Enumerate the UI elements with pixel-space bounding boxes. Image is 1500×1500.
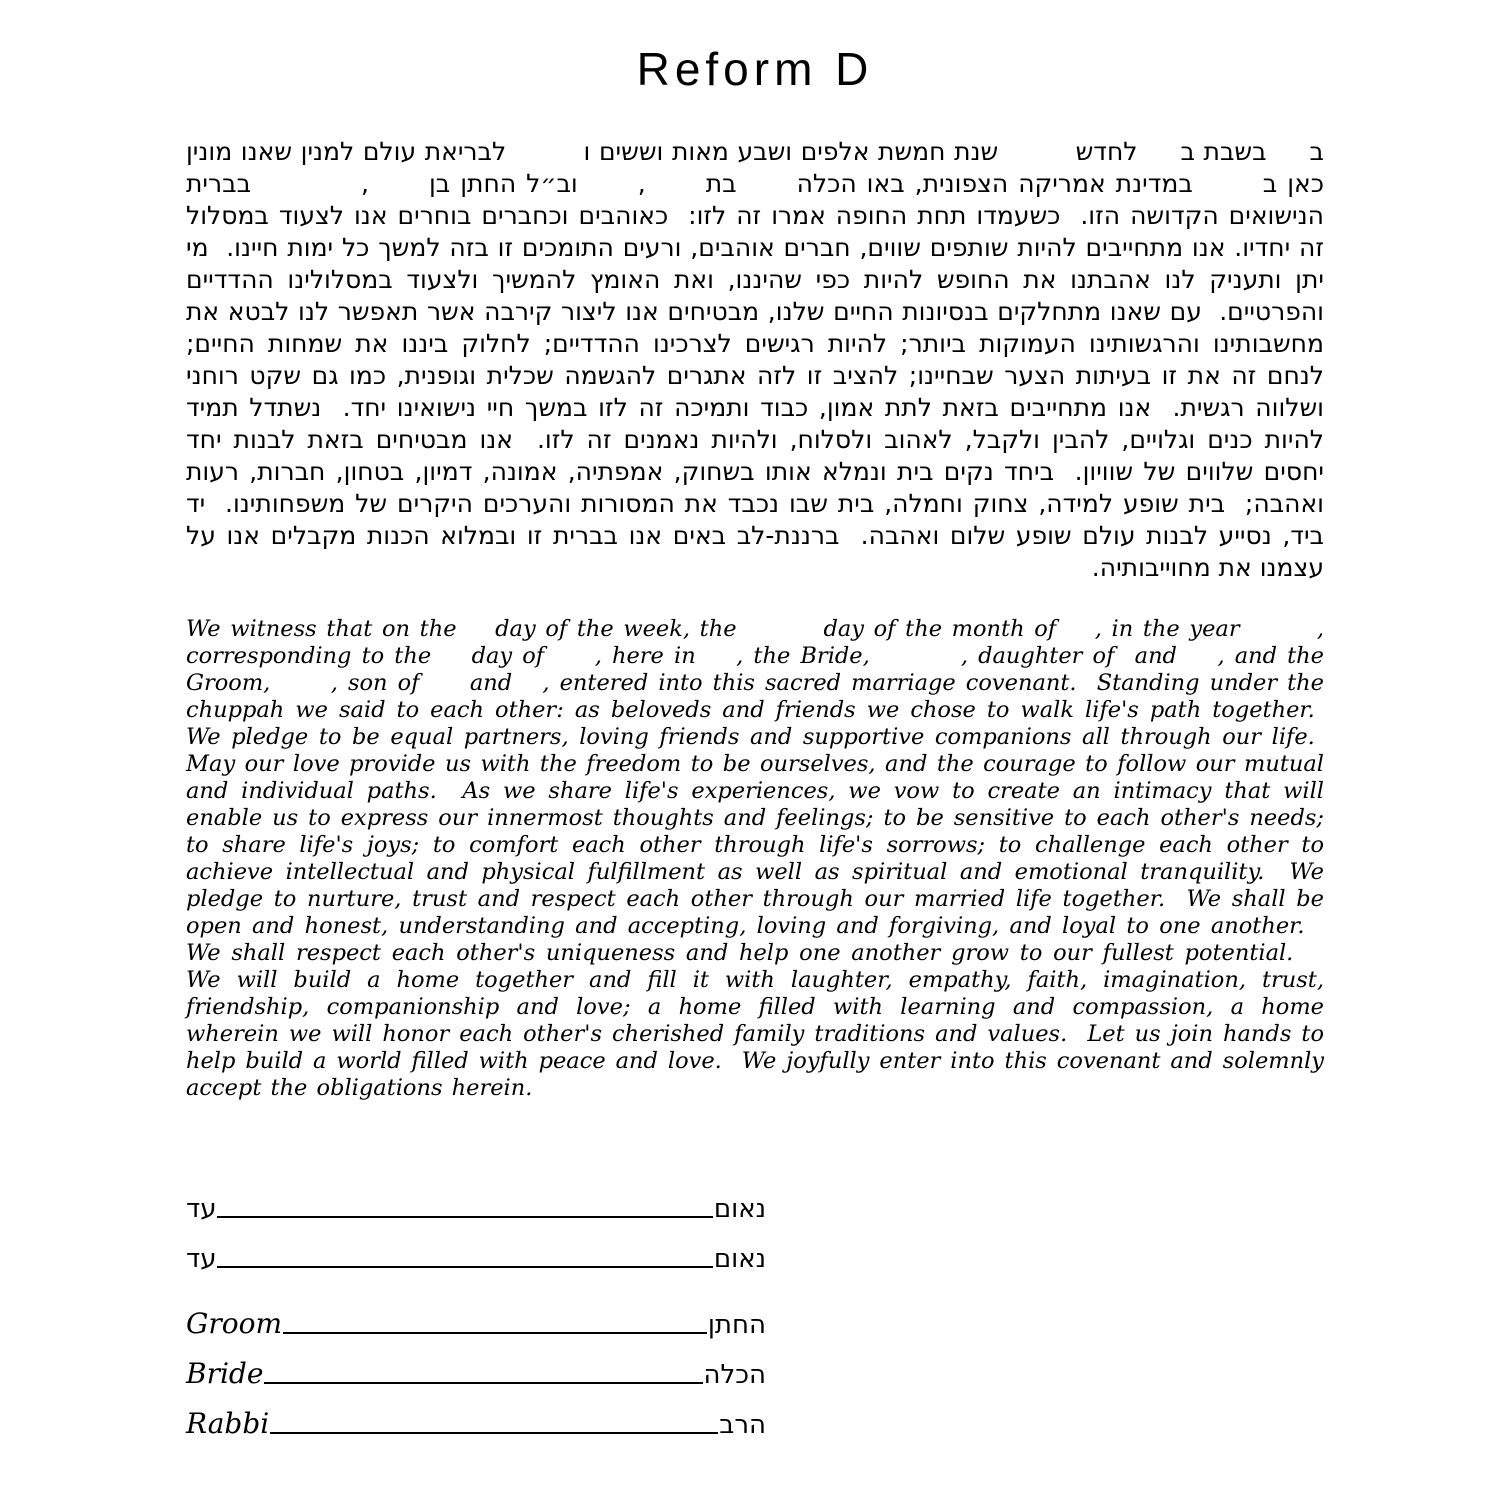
- groom-signature-row: [186, 1290, 766, 1340]
- bride-signature-line: [264, 1381, 702, 1384]
- witness-1-signature-line: [217, 1215, 712, 1218]
- bride-signature-row: [186, 1340, 766, 1390]
- witness-signature-row-2: [186, 1224, 766, 1274]
- witness-2-signature-line: [217, 1265, 712, 1268]
- witness-2-left-label: עד: [186, 1244, 217, 1274]
- hebrew-covenant-paragraph: ב בשבת ב לחדש שנת חמשת אלפים ושבע מאות וששים ו לבריאת עולם למנין שאנו מונין כאן ב במדינת אמריקה הצפונית, באו הכלה בת , וב״ל החתן בן , בברית הנישואים הקדושה הזו. כשעמדו תחת החופה אמרו זה לזו: כאוהבים וכחברים בוחרים אנו לצעוד במסלול זה יחדיו. אנו מתחייבים להיות שותפים שווים, חברים אוהבים, ורעים התומכים זו בזה למשך כל ימות חיינו. מי יתן ותעניק לנו אהבתנו את החופש להיות כפי שהיננו, ואת האומץ להמשיך ולצעוד במסלולינו ההדדיים והפרטיים. עם שאנו מתחלקים בנסיונות החיים שלנו, מבטיחים אנו ליצור קירבה אשר תאפשר לנו לבטא את מחשבותינו והרגשותינו העמוקות ביותר; להיות רגישים לצרכינו ההדדיים; לחלוק ביננו את שמחות החיים; לנחם זה את זו בעיתות הצער שבחיינו; להציב זו לזה אתגרים להגשמה שכלית וגופנית, כמו גם שקט רוחני ושלווה רגשית. אנו מתחייבים בזאת לתת אמון, כבוד ותמיכה זה לזו במשך חיי נישואינו יחד. נשתדל תמיד להיות כנים וגלויים, להבין ולקבל, לאהוב ולסלוח, ולהיות נאמנים זה לזו. אנו מבטיחים בזאת לבנות יחד יחסים שלווים של שוויון. ביחד נקים בית ונמלא אותו בשחוק, אמפתיה, אמונה, דמיון, בטחון, חברות, רעות ואהבה; בית שופע למידה, צחוק וחמלה, בית שבו נכבד את המסורות והערכים היקרים של משפחותינו. יד ביד, נסייע לבנות עולם שופע שלום ואהבה. ברננת-לב באים אנו בברית זו ובמלוא הכנות מקבלים אנו על עצמנו את מחוייבותיה.: [186, 137, 1324, 582]
- rabbi-signature-line: [270, 1431, 718, 1434]
- signature-block: [186, 1174, 766, 1440]
- rabbi-signature-row: [186, 1390, 766, 1440]
- groom-hebrew-label: החתן: [707, 1310, 766, 1340]
- groom-signature-line: [283, 1331, 707, 1334]
- bride-hebrew-label: הכלה: [703, 1360, 766, 1390]
- page-title: Reform D: [636, 43, 874, 95]
- witness-2-right-label: נאום: [713, 1244, 766, 1274]
- groom-label: Groom: [186, 1307, 283, 1340]
- english-covenant-paragraph: We witness that on the day of the week, the day of the month of , in the year , corresponding to the day of , here in , the Bride, , daughter of and , and the Groom, , son of and , entered into this sacred marriage covenant. Standing under the chuppah we said to each other: as beloveds and friends we chose to walk life's path together. We pledge to be equal partners, loving friends and supportive companions all through our life. May our love provide us with the freedom to be ourselves, and the courage to follow our mutual and individual paths. As we share life's experiences, we vow to create an intimacy that will enable us to express our innermost thoughts and feelings; to be sensitive to each other's needs; to share life's joys; to comfort each other through life's sorrows; to challenge each other to achieve intellectual and physical fulfillment as well as spiritual and emotional tranquility. We pledge to nurture, trust and respect each other through our married life together. We shall be open and honest, understanding and accepting, loving and forgiving, and loyal to one another. We shall respect each other's uniqueness and help one another grow to our fullest potential. We will build a home together and fill it with laughter, empathy, faith, imagination, trust, friendship, companionship and love; a home filled with learning and compassion, a home wherein we will honor each other's cherished family traditions and values. Let us join hands to help build a world filled with peace and love. We joyfully enter into this covenant and solemnly accept the obligations herein.: [186, 616, 1324, 1101]
- rabbi-label: Rabbi: [186, 1407, 270, 1440]
- rabbi-hebrew-label: הרב: [719, 1410, 766, 1440]
- witness-1-right-label: נאום: [713, 1194, 766, 1224]
- bride-label: Bride: [186, 1357, 264, 1390]
- witness-signature-row-1: [186, 1174, 766, 1224]
- witness-1-left-label: עד: [186, 1194, 217, 1224]
